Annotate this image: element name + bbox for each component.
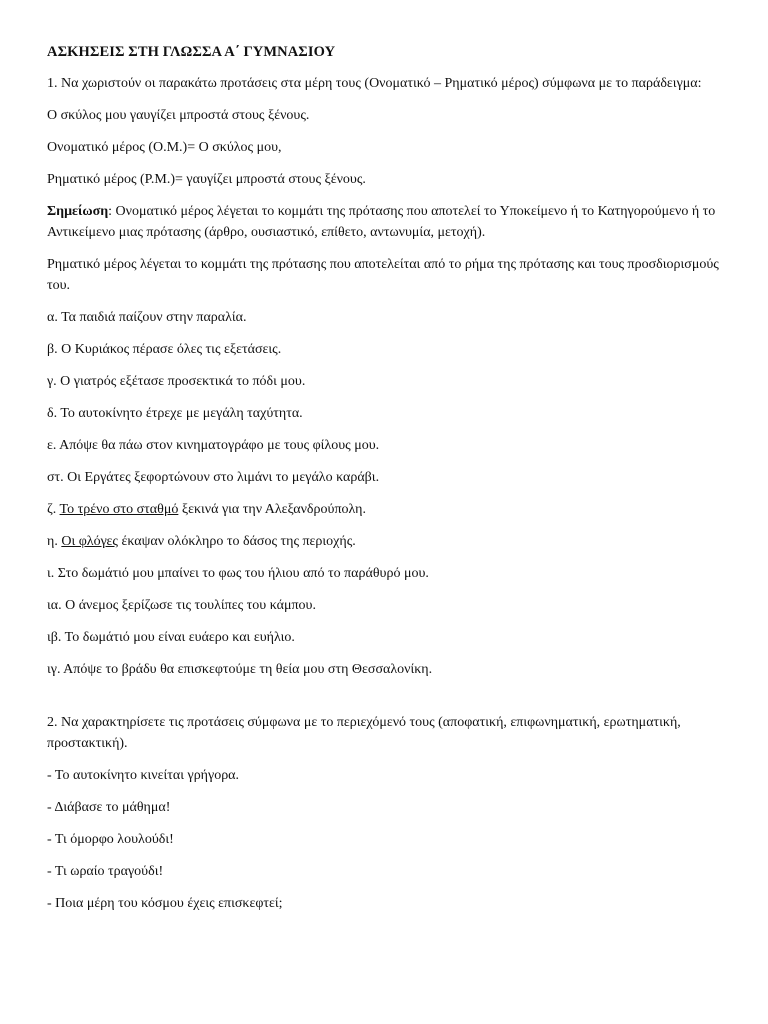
example-verb-phrase: Ρηματικό μέρος (Ρ.Μ.)= γαυγίζει μπροστά στους ξένους. xyxy=(47,172,366,187)
list-item: - Διάβασε το μάθημα! xyxy=(47,800,171,815)
note-text: : Ονοματικό μέρος λέγεται το κομμάτι της πρότασης που αποτελεί το Υποκείμενο ή το Κατηγορούμενο ή το Αντικείμενο μιας πρότασης (άρθρο, ουσιαστικό, επίθετο, αντωνυμία, μετοχή). xyxy=(47,204,716,240)
item-prefix: η. xyxy=(47,534,62,549)
list-item xyxy=(47,531,727,552)
list-item: ι. Στο δωμάτιό μου μπαίνει το φως του ήλιου από το παράθυρό μου. xyxy=(47,566,429,581)
underlined-phrase: Οι φλόγες xyxy=(61,534,118,549)
example-noun-phrase: Ονοματικό μέρος (Ο.Μ.)= Ο σκύλος μου, xyxy=(47,140,282,155)
list-item: - Το αυτοκίνητο κινείται γρήγορα. xyxy=(47,768,240,783)
document-title: ΑΣΚΗΣΕΙΣ ΣΤΗ ΓΛΩΣΣΑ Α΄ ΓΥΜΝΑΣΙΟΥ xyxy=(47,44,336,60)
list-item: στ. Οι Εργάτες ξεφορτώνουν στο λιμάνι το μεγάλο καράβι. xyxy=(47,470,380,485)
underlined-phrase: Το τρένο στο σταθμό xyxy=(59,502,179,517)
item-rest: ξεκινά για την Αλεξανδρούπολη. xyxy=(178,502,366,517)
item-prefix: ζ. xyxy=(47,502,60,517)
example-sentence: Ο σκύλος μου γαυγίζει μπροστά στους ξένους. xyxy=(47,108,310,123)
item-rest: έκαψαν ολόκληρο το δάσος της περιοχής. xyxy=(117,534,356,549)
note2-paragraph: Ρηματικό μέρος λέγεται το κομμάτι της πρότασης που αποτελείται από το ρήμα της πρότασης και τους προσδιορισμούς του. xyxy=(47,257,719,293)
list-item: ιβ. Το δωμάτιό μου είναι ευάερο και ευήλιο. xyxy=(47,630,295,645)
list-item: ια. Ο άνεμος ξερίζωσε τις τουλίπες του κάμπου. xyxy=(47,598,316,613)
document-page xyxy=(47,42,727,925)
list-item: ε. Απόψε θα πάω στον κινηματογράφο με τους φίλους μου. xyxy=(47,438,380,453)
list-item: β. Ο Κυριάκος πέρασε όλες τις εξετάσεις. xyxy=(47,342,282,357)
exercise2-instruction: 2. Να χαρακτηρίσετε τις προτάσεις σύμφωνα με το περιεχόμενό τους (αποφατική, επιφωνηματική, ερωτηματική, προστακτική). xyxy=(47,715,681,751)
list-item: γ. Ο γιατρός εξέτασε προσεκτικά το πόδι μου. xyxy=(47,374,306,389)
section-gap xyxy=(47,691,727,712)
exercise1-instruction: 1. Να χωριστούν οι παρακάτω προτάσεις στα μέρη τους (Ονοματικό – Ρηματικό μέρος) σύμφωνα με το παράδειγμα: xyxy=(47,76,702,91)
list-item: - Ποια μέρη του κόσμου έχεις επισκεφτεί; xyxy=(47,896,283,911)
list-item: δ. Το αυτοκίνητο έτρεχε με μεγάλη ταχύτητα. xyxy=(47,406,303,421)
note-paragraph xyxy=(47,201,727,243)
list-item: α. Τα παιδιά παίζουν στην παραλία. xyxy=(47,310,247,325)
list-item: ιγ. Απόψε το βράδυ θα επισκεφτούμε τη θεία μου στη Θεσσαλονίκη. xyxy=(47,662,433,677)
list-item xyxy=(47,499,727,520)
note-label: Σημείωση xyxy=(47,204,109,219)
list-item: - Τι ωραίο τραγούδι! xyxy=(47,864,164,879)
list-item: - Τι όμορφο λουλούδι! xyxy=(47,832,174,847)
